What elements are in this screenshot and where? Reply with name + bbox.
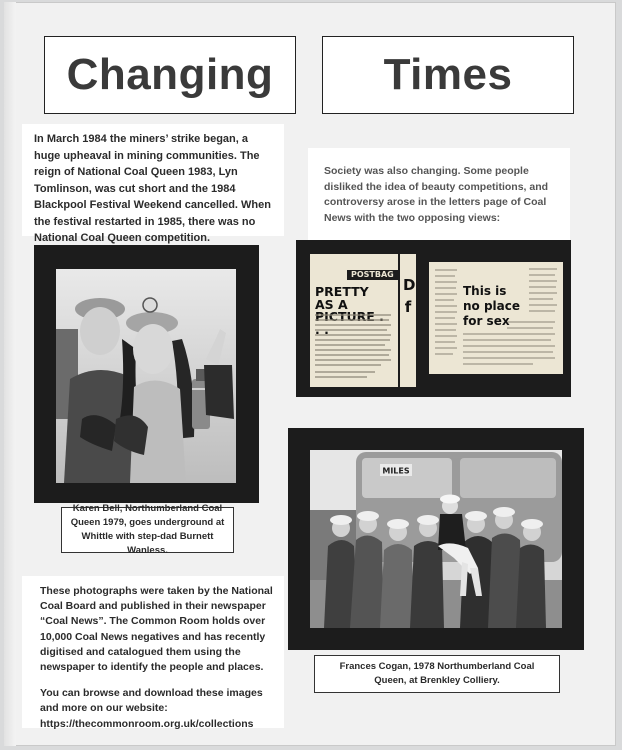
title-changing: Changing: [44, 36, 296, 114]
postbag-tag: POSTBAG: [347, 270, 398, 280]
clipping-headline-pretty: PRETTY AS A PICTURE . . .: [315, 284, 384, 337]
clipping-left-column: [435, 266, 459, 370]
letter-clipping-no-place: [429, 262, 563, 374]
photo-illustration-left: [56, 269, 236, 483]
info-paragraph-2: You can browse and download these images and more on our website:: [40, 687, 263, 715]
clipping-top-right-column: [529, 266, 559, 316]
board-edge: [4, 2, 16, 746]
bus-sign: MILES: [382, 466, 410, 476]
photo-left-caption: Karen Bell, Northumberland Coal Queen 1979, goes underground at Whittle with step-dad Burnett Wanless.: [61, 507, 234, 553]
coal-queen-underground-photo: [56, 269, 236, 483]
display-board: [4, 2, 616, 746]
letter-clipping-pretty: [310, 254, 398, 387]
clipping-headline-no-place: This is no place for sex: [463, 284, 521, 328]
photo-mat-right: [288, 428, 584, 650]
info-paragraph-1: These photographs were taken by the National Coal Board and published in their newspaper “Coal News”. The Common Room holds over 10,000 Coal News negatives and has recently digitised and catalogued them using the newspaper to identify the people and places.: [40, 585, 273, 674]
intro-paragraph: In March 1984 the miners’ strike began, a huge upheaval in mining communities. The reign of National Coal Queen 1983, Lyn Tomlinson, was cut short and the 1984 Blackpool Festival Weekend cancelled. When the festival restarted in 1985, there was no National Coal Queen competition.: [34, 133, 271, 244]
clipping-fragment-headline: D f: [403, 276, 416, 316]
info-text-card: [22, 576, 284, 728]
clipping-right-body: [463, 320, 557, 370]
photo-illustration-right: [310, 450, 562, 628]
clippings-mat: [296, 240, 571, 397]
photo-right-caption: Frances Cogan, 1978 Northumberland Coal Queen, at Brenkley Colliery.: [314, 655, 560, 693]
society-paragraph: Society was also changing. Some people disliked the idea of beauty competitions, and controversy arose in the letters page of Coal News with the two opposing views:: [324, 165, 549, 224]
title-times: Times: [322, 36, 574, 114]
miners-with-coal-queen-photo: [310, 450, 562, 628]
clipping-body-text: [315, 312, 393, 382]
letter-clipping-fragment: [400, 254, 416, 387]
photo-mat-left: [34, 245, 259, 503]
intro-text-card: [22, 124, 284, 244]
collections-url: https://thecommonroom.org.uk/collections: [40, 717, 254, 730]
society-text-card: [308, 148, 570, 240]
